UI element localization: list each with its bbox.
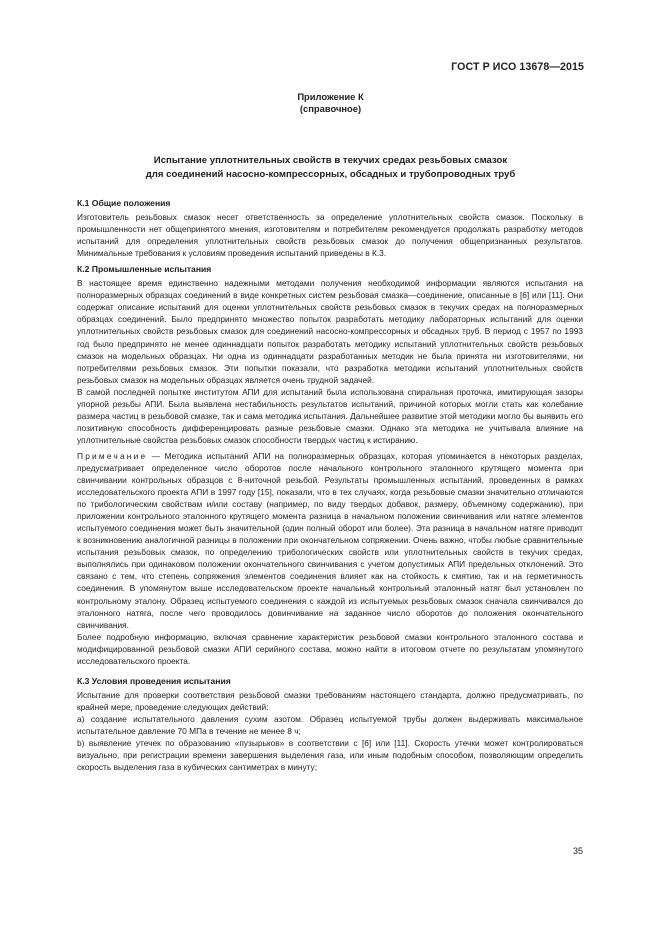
standard-header: ГОСТ Р ИСО 13678—2015 (451, 61, 584, 73)
annex-heading (0, 91, 661, 115)
paragraph: Более подробную информацию, включая сравнение характеристик резьбовой смазки контрольного эталонного состава и модифицированной резьбовой смазки АПИ серийного состава, можно найти в итоговом отчете по результатам упомянутого исследовательского проекта. (77, 631, 583, 666)
list-item-b: b) выявление утечек по образованию «пузырьков» в соответствии с [6] или [11]. Скорость утечки может контролироваться визуально, при регистрации времени завершения выделения газа, или иным подобным способом, позволяющим определить скорость выделения газа в кубических сантиметрах в минуту; (77, 738, 583, 773)
section-heading-k1: К.1 Общие положения (77, 198, 171, 208)
paragraph: В самой последней попытке институтом АПИ для испытаний была использована спиральная проточка, имитирующая зазоры упорной резьбы АПИ. Была выявлена нестабильность результатов испытаний, причиной которых могли стать как колебание размера частиц в резьбовой смазке, так и сама методика испытания. Дальнейшее развитие этой методики могло бы выявить его позитивную способность дифференцировать разные резьбовые смазки. Однако эта методика не учитывала влияние на уплотнительные свойства резьбовых смазок способности твердых частиц к истиранию. (77, 386, 583, 445)
paragraph: Изготовитель резьбовых смазок несет ответственность за определение уплотнительных свойств смазок. Поскольку в промышленности нет общепринятого мнения, изготовителям и потребителям рекомендуется продолжать разработку методов испытаний для определения уплотнительных свойств резьбовых смазок до получения общепризнанных результатов. Минимальные требования к условиям проведения испытаний приведены в К.3. (77, 212, 583, 259)
page-number: 35 (572, 846, 583, 856)
paragraph: Испытание для проверки соответствия резьбовой смазки требованиям настоящего стандарта, должно предусматривать, по крайней мере, проведение следующих действий: (77, 689, 583, 712)
title-line-1: Испытание уплотнительных свойств в текучих средах резьбовых смазок (153, 155, 508, 166)
note-text: — Методика испытаний АПИ на полноразмерных образцах, которая упоминается в некоторых разделах, предусматривает определенное число оборотов после начального контрольного эталонного крутящего момента при свинчивании контрольных образцов с 8-ниточной резьбой. Результаты промышленных испытаний, проведенных в рамках исследовательского проекта АПИ в 1997 году [15], показали, что в тех случаях, когда резьбовые смазки значительно отличаются по трибологическим свойствам и/или составу (например, по виду твердых добавок, размеру, объемному содержанию), при приложении контрольного эталонного крутящего момента разница в начальном положении свинчивания или натяге элементов испытуемого соединения может быть значительной (один полный оборот или более). Эта разница в начальном натяге приводит к возникновению аналогичной разницы в положении при окончательном сопряжении. Очень важно, чтобы любые сравнительные испытания резьбовых смазок, по определению трибологических свойств или уплотнительных свойств в текучих средах, выполнялись при одинаковом положении окончательного свинчивания с учетом допустимых АПИ предельных отклонений. Это связано с тем, что степень сопряжения элементов соединения влияет как на стойкость к смятию, так и на герметичность соединения. В упомянутом выше исследовательском проекте начальный контрольный эталонный натяг был установлен по контрольному эталону. Образец испытуемого соединения с каждой из испытуемых резьбовых смазок сначала свинчивался до эталонного натяга, после чего проводилось довинчивание на заданное число оборотов до положения окончательного свинчивания. (77, 450, 583, 630)
document-title (40, 154, 621, 181)
annex-status: (справочное) (299, 103, 362, 114)
annex-title: Приложение К (297, 91, 364, 102)
document-body (77, 197, 583, 773)
list-item-a: а) создание испытательного давления сухим азотом. Образец испытуемой трубы должен выдерживать максимальное испытательное давление 70 МПа в течение не менее 8 ч; (77, 713, 583, 736)
note-label: Примечание (77, 450, 148, 461)
title-line-2: для соединений насосно-компрессорных, обсадных и трубопроводных труб (145, 168, 516, 180)
note-paragraph (77, 450, 583, 631)
section-heading-k2: К.2 Промышленные испытания (77, 264, 212, 275)
section-heading-k3: К.3 Условия проведения испытания (77, 675, 231, 686)
paragraph: В настоящее время единственно надежными методами получения необходимой информации являются испытания на полноразмерных образцах соединений в виде конкретных систем резьбовая смазка—соединение, описанные в [6] или [11]. Они содержат описание испытаний для оценки уплотнительных свойств резьбовых смазок в текучих средах на полноразмерных образцах соединений. Было предпринято множество попыток разработать методику лабораторных испытаний для оценки уплотнительных свойств резьбовых смазок для соединений насосно-компрессорных и обсадных труб. В период с 1957 по 1993 год было предпринято не менее одиннадцати попыток разработать методику испытаний уплотнительных свойств резьбовых смазок на модельных образцах. Ни одна из одиннадцати разработанных методик не была принята ни изготовителями, ни потребителями резьбовых смазок. Эти попытки показали, что разработка методики испытаний уплотнительных свойств резьбовых смазок на модельных образцах является очень трудной задачей. (77, 278, 583, 385)
